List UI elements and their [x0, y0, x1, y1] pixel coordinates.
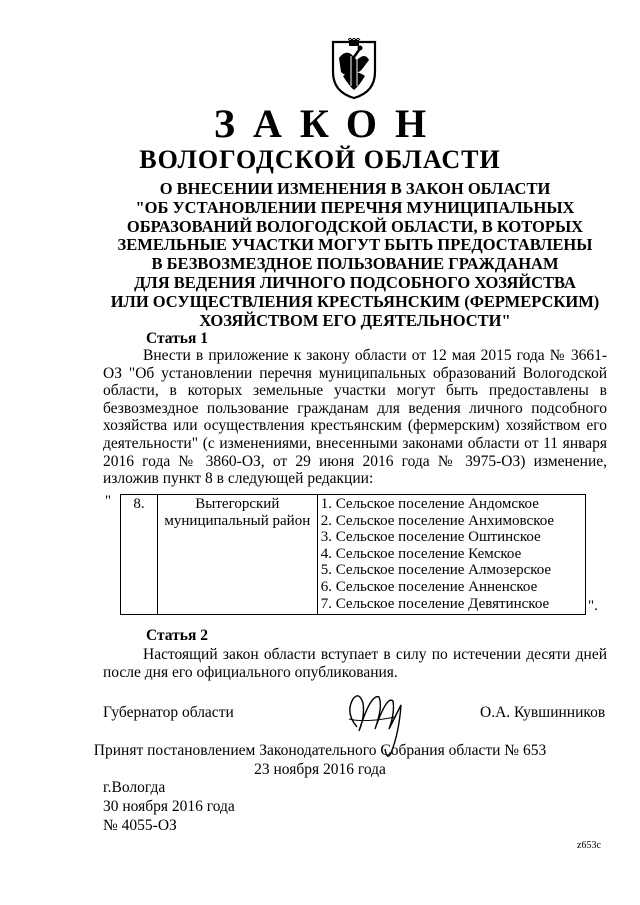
table-row [121, 495, 586, 615]
article-2-body: Настоящий закон области вступает в силу по истечении десяти дней после дня его официального опубликования. [103, 646, 607, 681]
article-2-title: Статья 2 [146, 627, 208, 644]
list-item: 3. Сельское поселение Оштинское [320, 529, 541, 546]
open-quote: " [105, 493, 112, 509]
list-item: 6. Сельское поселение Анненское [320, 578, 538, 595]
list-item: 1. Сельское поселение Андомское [320, 496, 539, 512]
subject-line: ИЛИ ОСУЩЕСТВЛЕНИЯ КРЕСТЬЯНСКИМ (ФЕРМЕРСКИМ) [110, 291, 600, 311]
adoption-line: Принят постановлением Законодательного Собрания области № 653 [93, 742, 547, 759]
article-2-text [103, 646, 607, 681]
document-code: z653c [577, 840, 601, 851]
district-name: Вытегорский муниципальный район [157, 495, 317, 615]
article-1-text [103, 347, 607, 488]
subject-line: ОБРАЗОВАНИЙ ВОЛОГОДСКОЙ ОБЛАСТИ, В КОТОРЫХ [126, 216, 584, 236]
settlement-list [317, 495, 585, 615]
subject-line: О ВНЕСЕНИИ ИЗМЕНЕНИЯ В ЗАКОН ОБЛАСТИ [159, 179, 551, 198]
amendment-table [120, 494, 586, 615]
governor-name: О.А. Кувшинников [480, 704, 606, 721]
article-1-body: Внести в приложение к закону области от 12 мая 2015 года № 3661-ОЗ "Об установлении перечня муниципальных образований Вологодской области, в которых земельные участки могут быть предоставлены в безвозмездное пользование гражданам для ведения личного подсобного хозяйства или осуществления крестьянским (фермерским) хозяйством его деятельности" (с изменениями, внесенными законами области от 11 января 2016 года № 3860-ОЗ, от 29 июня 2016 года № 3975-ОЗ) изменение, изложив пункт 8 в следующей редакции: [103, 347, 607, 488]
subject-line: ЗЕМЕЛЬНЫЕ УЧАСТКИ МОГУТ БЫТЬ ПРЕДОСТАВЛЕНЫ [117, 235, 593, 255]
subject-line: ХОЗЯЙСТВОМ ЕГО ДЕЯТЕЛЬНОСТИ" [199, 310, 511, 330]
governor-title: Губернатор области [103, 704, 234, 721]
list-item: 4. Сельское поселение Кемское [320, 545, 522, 562]
subject-line: "ОБ УСТАНОВЛЕНИИ ПЕРЕЧНЯ МУНИЦИПАЛЬНЫХ [135, 197, 575, 217]
place-date-number [103, 778, 235, 835]
list-item: 5. Сельское поселение Алмозерское [320, 562, 552, 579]
law-title: ЗАКОН [213, 101, 445, 146]
region-title: ВОЛОГОДСКОЙ ОБЛАСТИ [139, 145, 501, 174]
city: г.Вологда [103, 779, 166, 796]
subject-line: В БЕЗВОЗМЕЗДНОЕ ПОЛЬЗОВАНИЕ ГРАЖДАНАМ [151, 254, 559, 274]
close-quote: ". [588, 598, 598, 614]
adoption-note [0, 741, 640, 779]
law-subject [95, 180, 615, 330]
article-1-title: Статья 1 [146, 330, 208, 347]
vologda-coat-of-arms-icon [329, 38, 379, 100]
list-item: 2. Сельское поселение Анхимовское [320, 512, 555, 529]
item-number: 8. [121, 495, 158, 615]
subject-line: ДЛЯ ВЕДЕНИЯ ЛИЧНОГО ПОДСОБНОГО ХОЗЯЙСТВА [134, 272, 576, 292]
adoption-date: 23 ноября 2016 года [254, 761, 386, 778]
signing-date: 30 ноября 2016 года [103, 798, 235, 815]
law-number: № 4055-ОЗ [103, 817, 177, 834]
list-item: 7. Сельское поселение Девятинское [320, 595, 550, 612]
